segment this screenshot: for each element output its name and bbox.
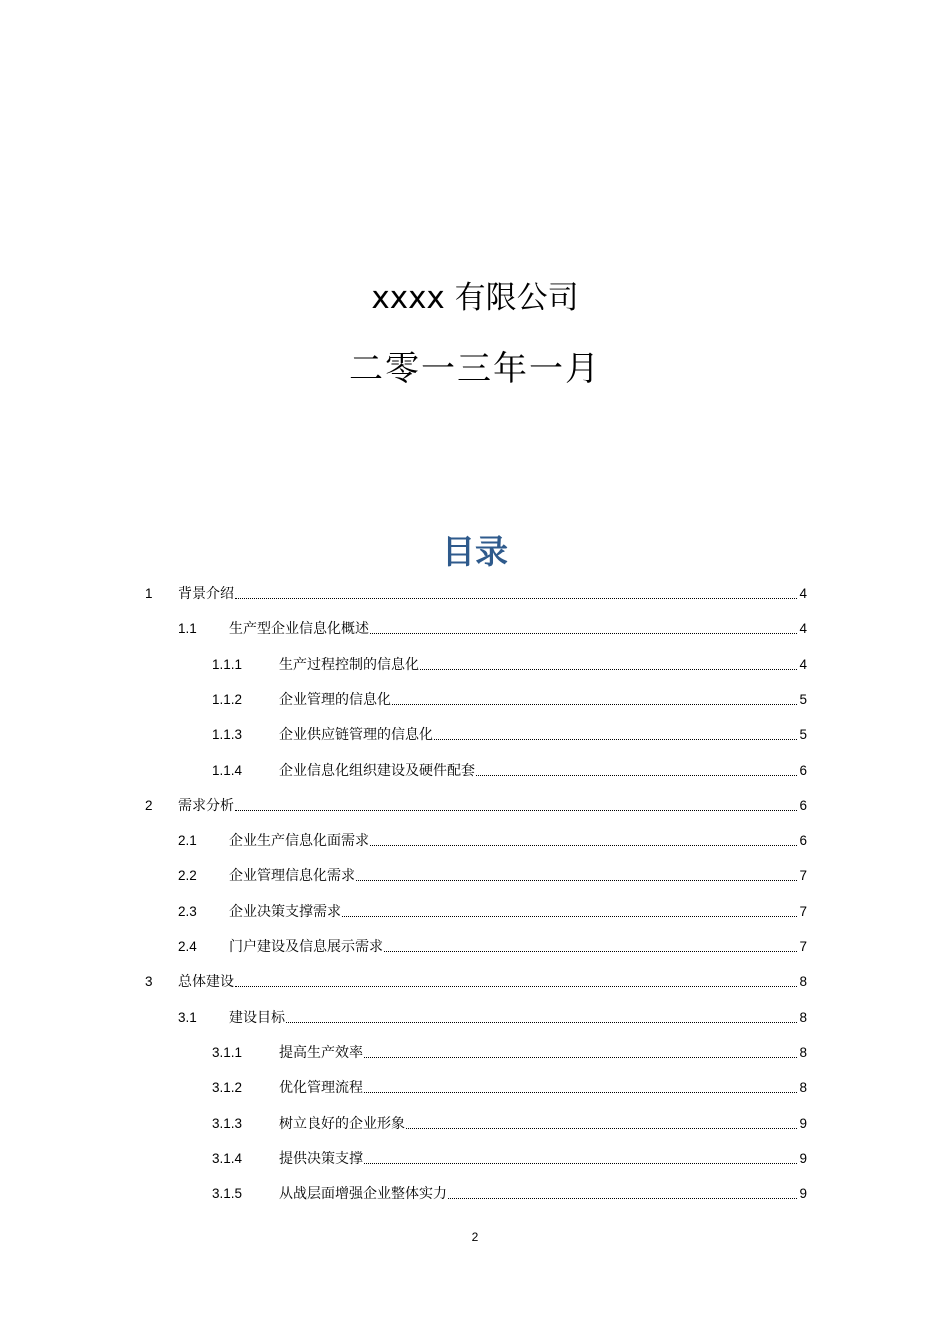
toc-entry-title: 背景介绍 [178,586,234,602]
toc-entry-title: 企业管理的信息化 [279,692,391,708]
toc-dot-leader [370,845,797,846]
toc-entry[interactable] [178,866,807,886]
toc-entry-title: 建设目标 [229,1010,285,1026]
toc-entry-number: 2.3 [178,904,197,919]
toc-title: 目录 [442,532,508,571]
toc-dot-leader [420,669,797,670]
toc-dot-leader [364,1057,797,1058]
toc-entry-page: 8 [799,1045,807,1060]
company-name: xxxx 有限公司 [371,280,579,316]
toc-entry-title: 需求分析 [178,798,234,814]
page-number: 2 [471,1230,479,1244]
toc-dot-leader [364,1163,797,1164]
toc-entry-page: 7 [799,904,807,919]
toc-entry-page: 5 [799,727,807,742]
toc-entry-number: 3.1.2 [212,1080,243,1095]
toc-entry-number: 1 [145,586,153,601]
toc-dot-leader [235,810,797,811]
toc-entry-number: 1.1.2 [212,692,243,707]
toc-entry[interactable] [212,725,807,745]
toc-dot-leader [364,1092,797,1093]
document-date: 二零一三年一月 [349,349,601,389]
toc-dot-leader [384,951,797,952]
toc-dot-leader [392,704,797,705]
toc-entry-title: 优化管理流程 [279,1080,363,1096]
toc-entry[interactable] [178,1008,807,1028]
toc-entry-number: 1.1.3 [212,727,243,742]
toc-entry[interactable] [145,584,807,604]
toc-dot-leader [356,880,797,881]
toc-entry-title: 生产型企业信息化概述 [229,621,369,637]
toc-entry[interactable] [212,1149,807,1169]
toc-entry-title: 从战层面增强企业整体实力 [279,1186,447,1202]
toc-entry[interactable] [212,1184,807,1204]
toc-entry-number: 3.1 [178,1010,197,1025]
toc-entry-number: 1.1 [178,621,197,636]
toc-entry-title: 总体建设 [178,974,234,990]
toc-entry-page: 6 [799,798,807,813]
toc-entry-number: 1.1.4 [212,763,243,778]
toc-entry-number: 3.1.1 [212,1045,243,1060]
toc-entry-page: 9 [799,1116,807,1131]
toc-entry-page: 5 [799,692,807,707]
toc-dot-leader [476,775,797,776]
toc-entry[interactable] [145,796,807,816]
toc-entry-title: 生产过程控制的信息化 [279,657,419,673]
toc-entry-number: 2 [145,798,153,813]
toc-dot-leader [406,1128,797,1129]
toc-entry-title: 提高生产效率 [279,1045,363,1061]
toc-dot-leader [370,633,797,634]
toc-entry[interactable] [212,690,807,710]
toc-entry-page: 4 [799,586,807,601]
toc-entry-title: 门户建设及信息展示需求 [229,939,383,955]
toc-dot-leader [235,986,797,987]
toc-entry[interactable] [178,831,807,851]
toc-entry-title: 企业决策支撑需求 [229,904,341,920]
toc-entry[interactable] [212,761,807,781]
toc-entry[interactable] [212,1043,807,1063]
toc-dot-leader [286,1022,797,1023]
toc-entry-number: 2.4 [178,939,197,954]
toc-entry[interactable] [178,619,807,639]
toc-dot-leader [448,1198,797,1199]
toc-entry-number: 2.2 [178,868,197,883]
toc-entry-title: 企业生产信息化面需求 [229,833,369,849]
toc-entry-number: 2.1 [178,833,197,848]
toc-entry-page: 4 [799,657,807,672]
toc-entry[interactable] [212,1078,807,1098]
toc-entry[interactable] [212,655,807,675]
toc-entry-title: 企业供应链管理的信息化 [279,727,433,743]
toc-entry-page: 4 [799,621,807,636]
toc-dot-leader [434,739,797,740]
toc-entry-title: 企业管理信息化需求 [229,868,355,884]
toc-entry-page: 8 [799,974,807,989]
toc-dot-leader [342,916,797,917]
toc-entry[interactable] [178,902,807,922]
toc-dot-leader [235,598,797,599]
toc-entry[interactable] [178,937,807,957]
toc-entry[interactable] [145,972,807,992]
toc-entry-number: 3.1.5 [212,1186,243,1201]
toc-entry[interactable] [212,1114,807,1134]
toc-entry-number: 3.1.4 [212,1151,243,1166]
toc-entry-title: 树立良好的企业形象 [279,1116,405,1132]
toc-entry-page: 6 [799,833,807,848]
toc-entry-page: 9 [799,1186,807,1201]
toc-entry-page: 8 [799,1010,807,1025]
toc-entry-page: 7 [799,939,807,954]
toc-entry-number: 3 [145,974,153,989]
toc-entry-page: 7 [799,868,807,883]
toc-entry-title: 提供决策支撑 [279,1151,363,1167]
toc-entry-page: 9 [799,1151,807,1166]
toc-entry-page: 8 [799,1080,807,1095]
toc-entry-title: 企业信息化组织建设及硬件配套 [279,763,475,779]
toc-entry-number: 3.1.3 [212,1116,243,1131]
toc-entry-number: 1.1.1 [212,657,243,672]
toc-entry-page: 6 [799,763,807,778]
